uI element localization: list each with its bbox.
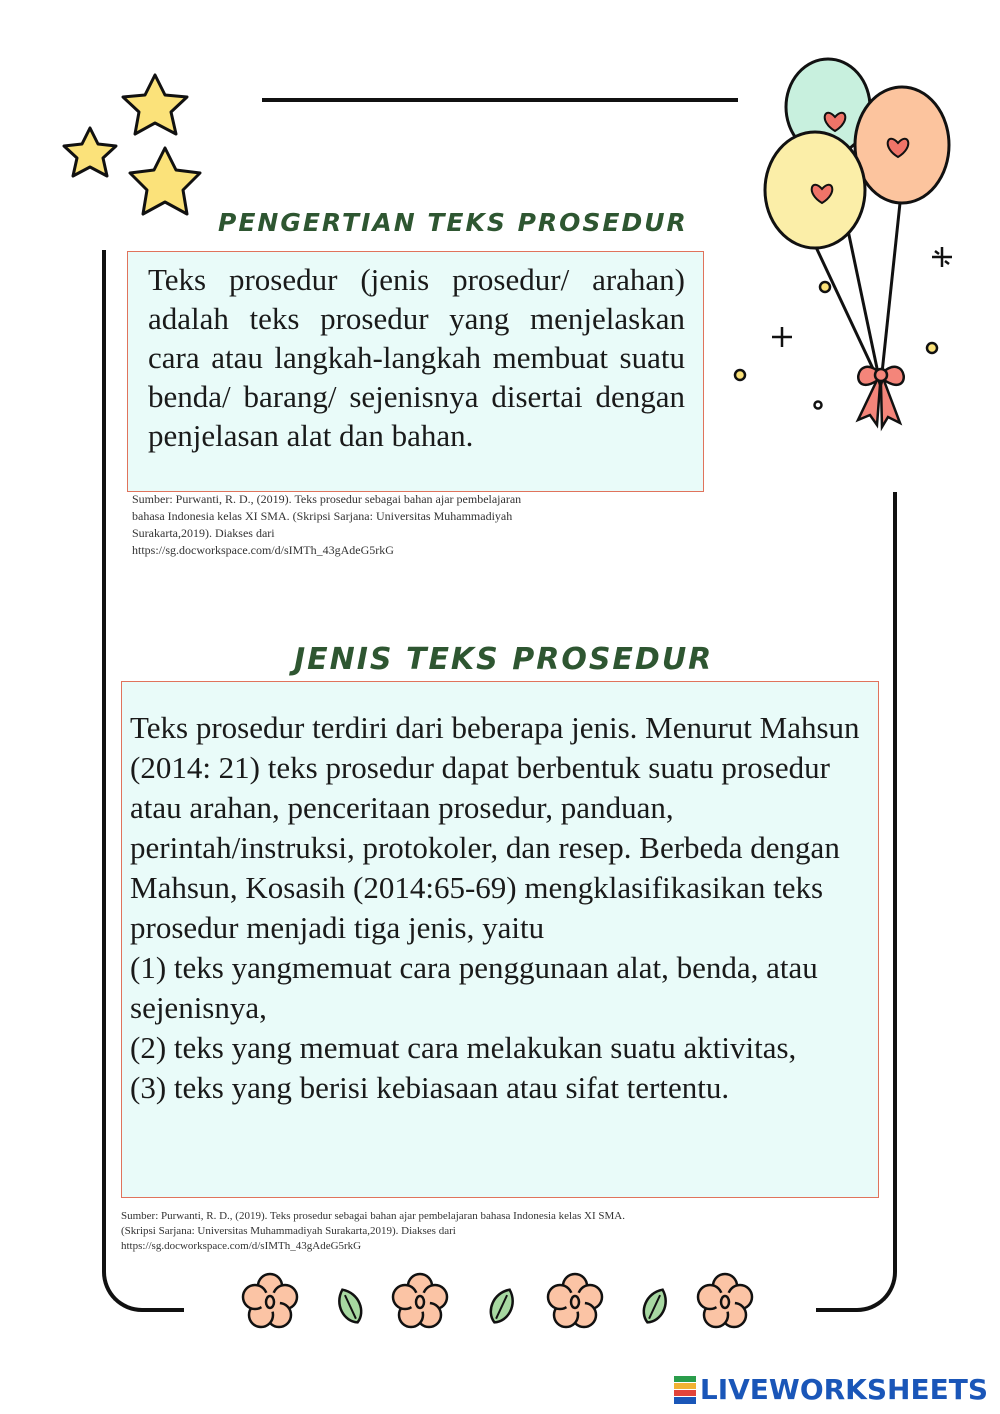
frame-right-line	[893, 492, 897, 1262]
star-icon	[130, 148, 200, 214]
section1-source	[132, 491, 521, 559]
section1-body: Teks prosedur (jenis prosedur/ arahan) adalah teks prosedur yang menjelaskan cara atau langkah-langkah membuat suatu benda/ barang/ sejenisnya disertai dengan penjelasan alat dan bahan.	[148, 262, 685, 453]
liveworksheets-logo[interactable]	[674, 1373, 988, 1406]
section2-source	[121, 1209, 625, 1254]
leaf-icon	[334, 1286, 367, 1327]
leaf-icon	[639, 1286, 672, 1327]
flower-icon	[393, 1274, 447, 1327]
frame-bottom-left-line	[150, 1308, 184, 1312]
source-line: Sumber: Purwanti, R. D., (2019). Teks prosedur sebagai bahan ajar pembelajaran bahasa Indonesia kelas XI SMA.	[121, 1210, 625, 1222]
section2-box	[121, 681, 879, 1198]
source-line: Surakarta,2019). Diakses dari	[132, 526, 275, 540]
source-line: (Skripsi Sarjana: Universitas Muhammadiyah Surakarta,2019). Diakses dari	[121, 1225, 456, 1237]
top-rule	[262, 98, 738, 102]
flower-icon	[548, 1274, 602, 1327]
section2-heading: JENIS TEKS PROSEDUR	[294, 642, 714, 677]
frame-left-line	[102, 250, 106, 1260]
flower-icon	[243, 1274, 297, 1327]
brand-name: LIVEWORKSHEETS	[699, 1373, 988, 1406]
source-link[interactable]: https://sg.docworkspace.com/d/sIMTh_43gAdeG5rkG	[132, 543, 394, 557]
section1-heading: PENGERTIAN TEKS PROSEDUR	[218, 208, 688, 237]
source-line: Sumber: Purwanti, R. D., (2019). Teks prosedur sebagai bahan ajar pembelajaran	[132, 492, 522, 506]
liveworksheets-badge-icon	[674, 1376, 696, 1404]
flower-icon	[698, 1274, 752, 1327]
star-icon	[64, 128, 116, 176]
section2-paragraph: Teks prosedur terdiri dari beberapa jenis. Menurut Mahsun (2014: 21) teks prosedur dapat berbentuk suatu prosedur atau arahan, penceritaan prosedur, panduan, perintah/instruksi, protokoler, dan resep. Berbeda dengan Mahsun, Kosasih (2014:65-69) mengklasifikasikan teks prosedur menjadi tiga jenis, yaitu	[130, 710, 860, 945]
star-icon	[123, 75, 187, 134]
source-link[interactable]: https://sg.docworkspace.com/d/sIMTh_43gAdeG5rkG	[121, 1240, 362, 1252]
list-item: (1) teks yangmemuat cara penggunaan alat, benda, atau sejenisnya,	[130, 950, 818, 1025]
list-item: (3) teks yang berisi kebiasaan atau sifat tertentu.	[130, 1070, 730, 1105]
section1-box	[127, 251, 704, 492]
section2-body	[122, 682, 878, 1108]
star-icon	[40, 60, 240, 230]
frame-bottom-right-line	[816, 1308, 856, 1312]
list-item: (2) teks yang memuat cara melakukan suatu aktivitas,	[130, 1030, 797, 1065]
frame-bottom-right-corner	[830, 1230, 897, 1312]
source-line: bahasa Indonesia kelas XI SMA. (Skripsi Sarjana: Universitas Muhammadiyah	[132, 509, 513, 523]
flower-row	[230, 1268, 780, 1348]
leaf-icon	[486, 1286, 519, 1327]
balloons-icon	[730, 55, 970, 435]
